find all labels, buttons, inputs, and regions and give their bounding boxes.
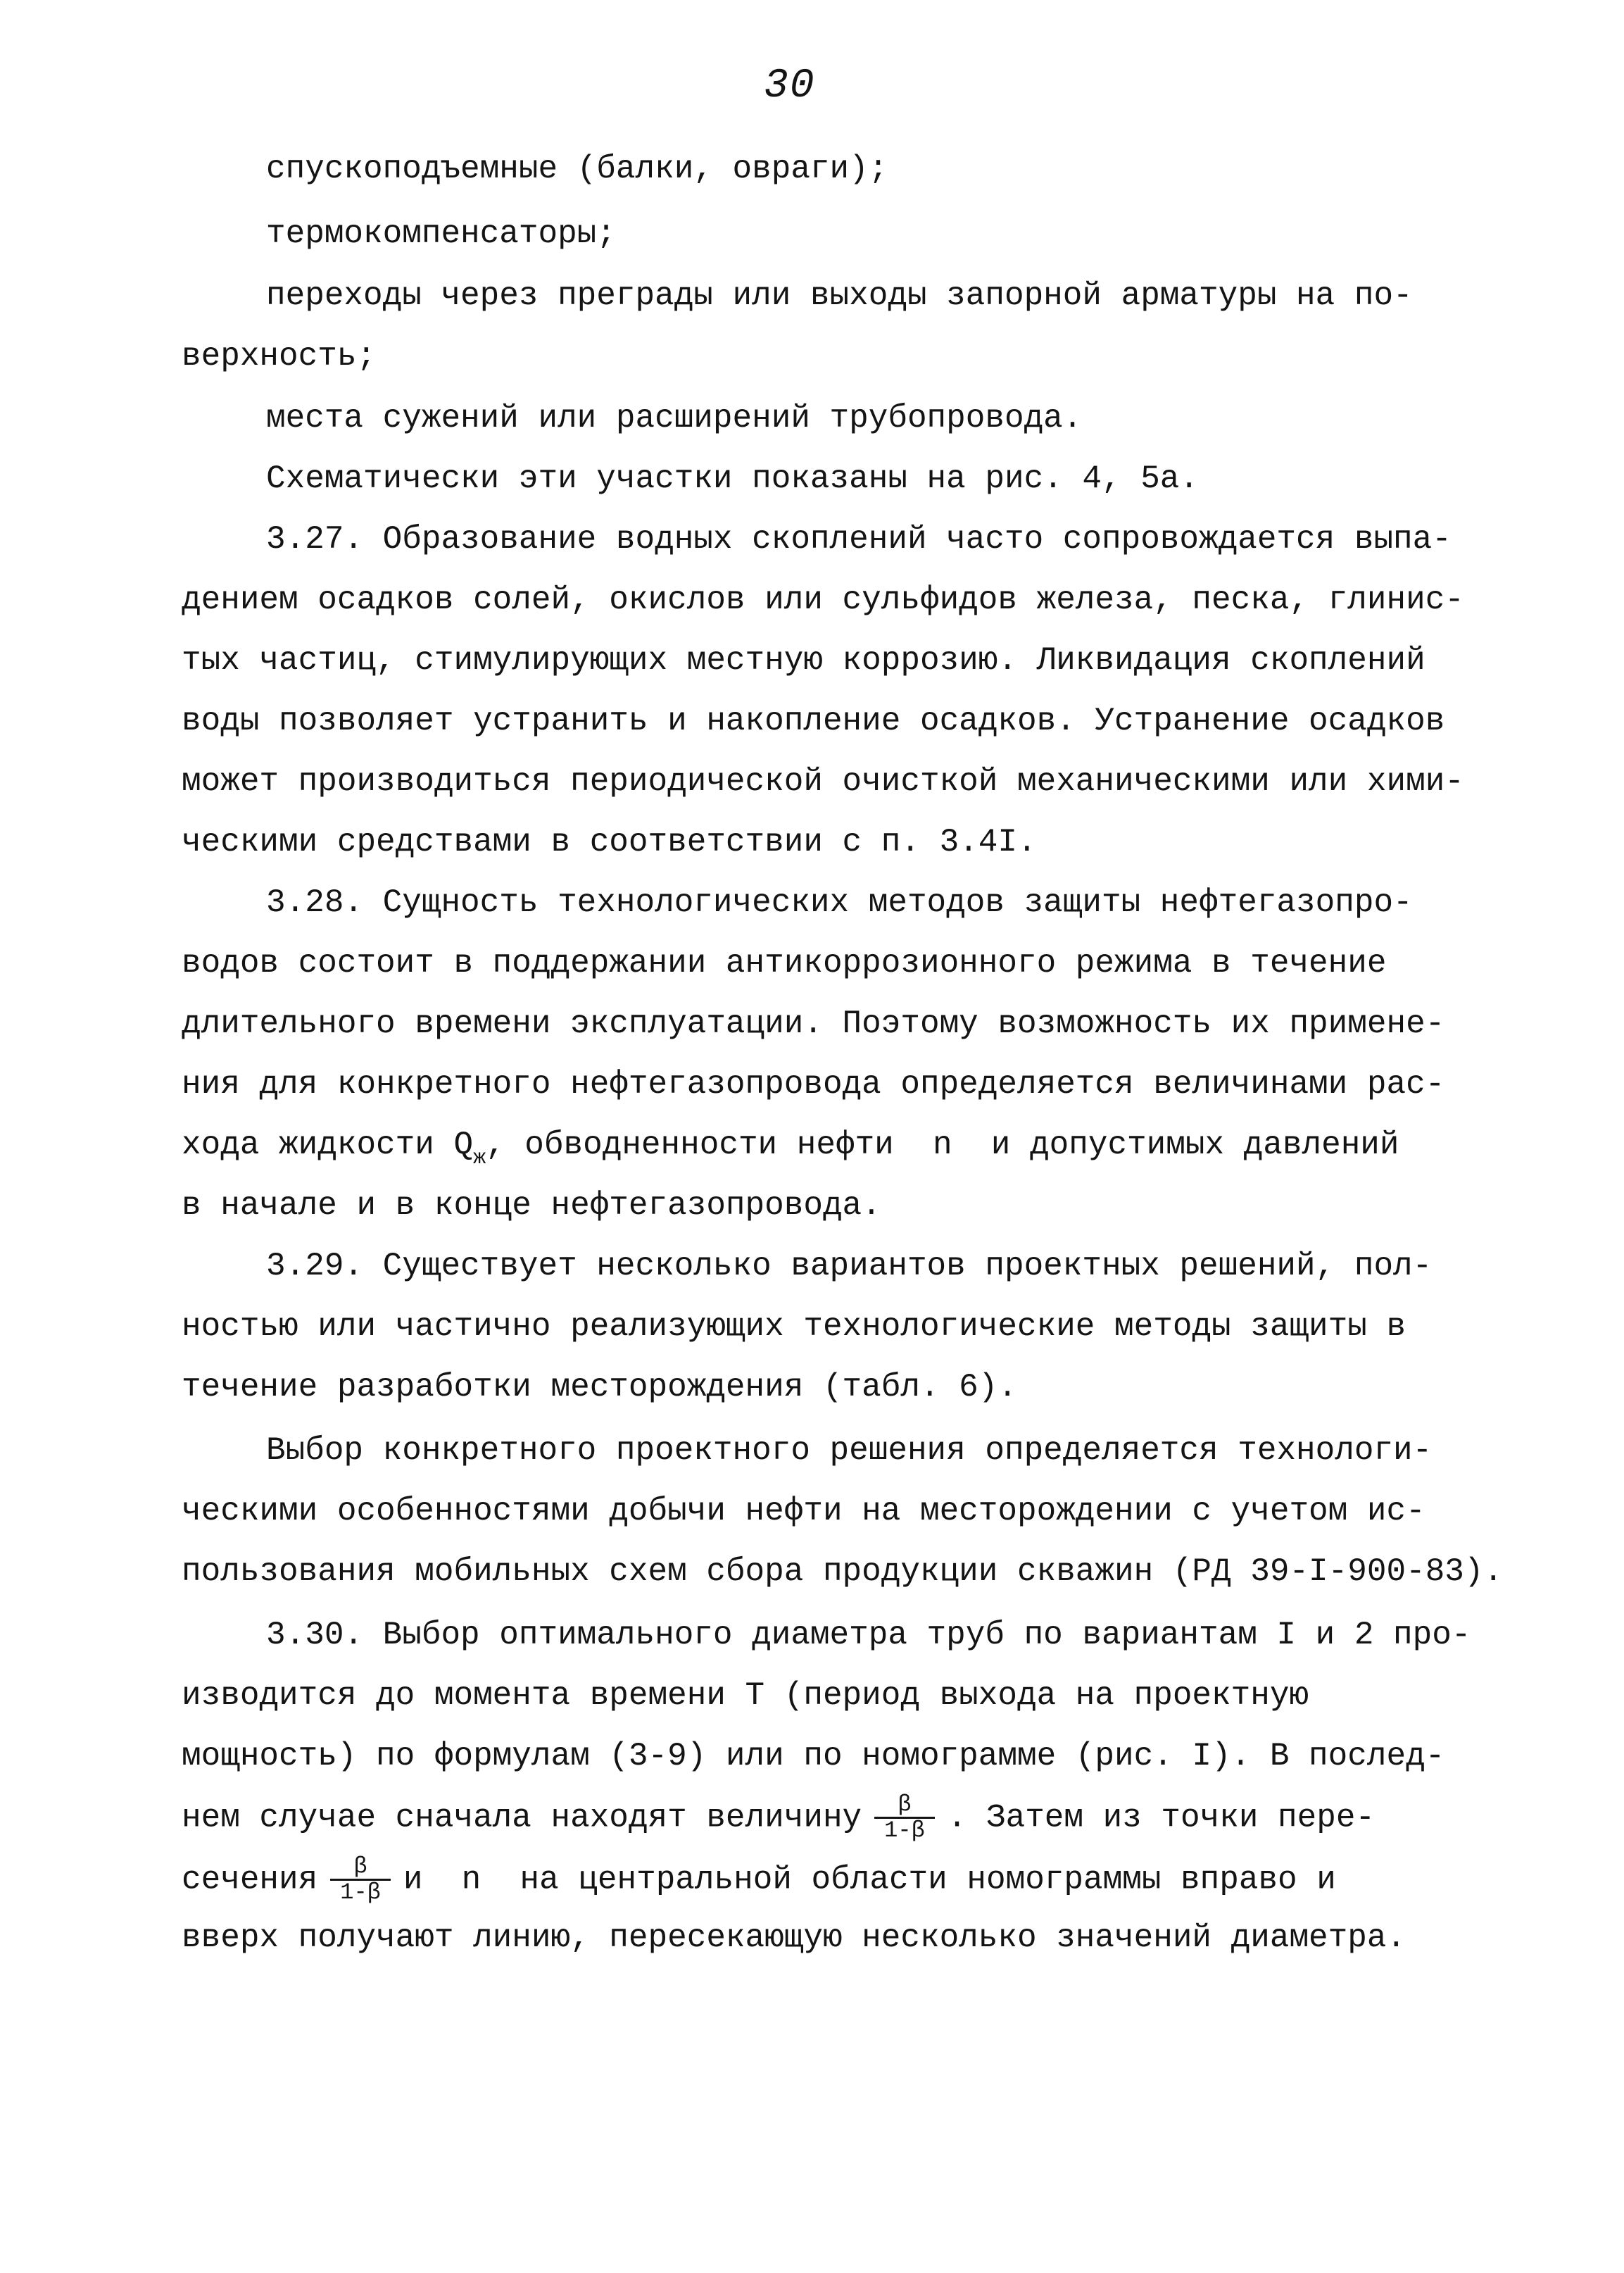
beta-fraction [330, 1855, 391, 1905]
text-line: дением осадков солей, окислов или сульфидов железа, песка, глинис- [182, 582, 1464, 618]
text-line: переходы через преграды или выходы запорной арматуры на по- [266, 277, 1413, 314]
text-line: ностью или частично реализующих технологические методы защиты в [182, 1308, 1406, 1345]
frac-line1-before: нем случае сначала находят величину [182, 1799, 862, 1836]
text-line: ческими средствами в соответствии с п. 3.4I. [182, 824, 1037, 860]
text-line: места сужений или расширений трубопровода. [266, 400, 1083, 437]
text-line: ческими особенностями добычи нефти на месторождении с учетом ис- [182, 1493, 1425, 1529]
fraction-numerator: β [330, 1855, 391, 1881]
text-line-with-fraction [182, 1793, 1375, 1843]
text-line-with-fraction [182, 1855, 1336, 1905]
text-line: тых частиц, стимулирующих местную коррозию. Ликвидация скоплений [182, 642, 1425, 679]
text-line: Схематически эти участки показаны на рис. 4, 5а. [266, 461, 1200, 497]
frac-line2-after: и n на центральной области номограммы вправо и [403, 1861, 1336, 1898]
text-line: течение разработки месторождения (табл. 6). [182, 1369, 1017, 1405]
text-line: изводится до момента времени Т (период выхода на проектную [182, 1677, 1309, 1714]
paragraph-3-27-line: 3.27. Образование водных скоплений часто сопровождается выпа- [266, 521, 1452, 558]
text-line: водов состоит в поддержании антикоррозионного режима в течение [182, 945, 1387, 982]
page-number: 30 [764, 63, 816, 109]
text-line: верхность; [182, 338, 377, 375]
text-line: пользования мобильных схем сбора продукции скважин (РД 39-I-900-83). [182, 1553, 1504, 1590]
frac-line1-after: . Затем из точки пере- [947, 1799, 1376, 1836]
paragraph-3-30-line: 3.30. Выбор оптимального диаметра труб по вариантам I и 2 про- [266, 1617, 1471, 1653]
beta-fraction [874, 1793, 935, 1843]
paragraph-3-29-line: 3.29. Существует несколько вариантов проектных решений, пол- [266, 1248, 1433, 1284]
text-line: ния для конкретного нефтегазопровода определяется величинами рас- [182, 1066, 1445, 1103]
text-line: длительного времени эксплуатации. Поэтому возможность их примене- [182, 1006, 1445, 1042]
frac-line2-before: сечения [182, 1861, 318, 1898]
text-line: термокомпенсаторы; [266, 215, 616, 252]
q-line-part1: хода жидкости Q [182, 1127, 474, 1163]
fraction-denominator: 1-β [340, 1879, 381, 1905]
text-line: мощность) по формулам (3-9) или по номограмме (рис. I). В послед- [182, 1738, 1445, 1774]
paragraph-3-28-line: 3.28. Сущность технологических методов защиты нефтегазопро- [266, 884, 1413, 921]
q-subscript: ж [473, 1146, 486, 1170]
text-line: Выбор конкретного проектного решения определяется технологи- [266, 1432, 1433, 1469]
text-line: может производиться периодической очисткой механическими или хими- [182, 763, 1464, 800]
fraction-denominator: 1-β [884, 1817, 925, 1843]
text-line-with-subscript [182, 1124, 1399, 1179]
text-line: воды позволяет устранить и накопление осадков. Устранение осадков [182, 703, 1445, 739]
text-line: вверх получают линию, пересекающую несколько значений диаметра. [182, 1920, 1406, 1956]
q-line-part2: , обводненности нефти n и допустимых давлений [486, 1127, 1399, 1163]
text-line: в начале и в конце нефтегазопровода. [182, 1187, 881, 1224]
text-line: спускоподъемные (балки, овраги); [266, 151, 888, 187]
fraction-numerator: β [874, 1793, 935, 1819]
